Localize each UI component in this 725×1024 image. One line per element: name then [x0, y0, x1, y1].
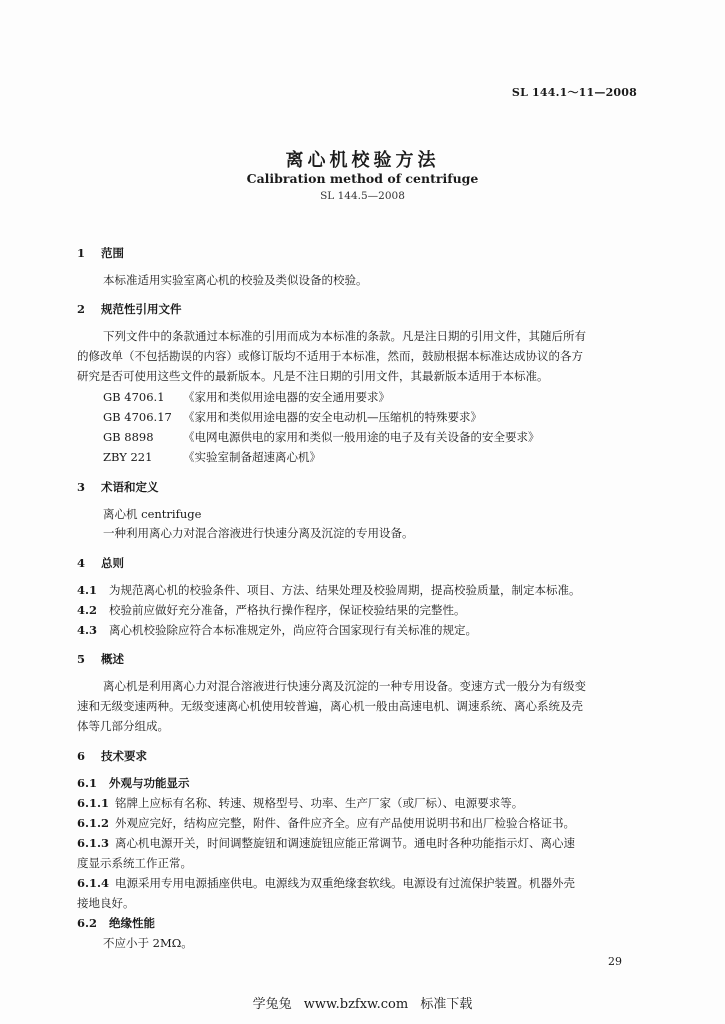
paragraph-line: 的修改单（不包括勘误的内容）或修订版均不适用于本标准，然而，鼓励根据本标准达成协议的各方 — [77, 349, 583, 363]
reference-item — [103, 409, 482, 425]
section-number: 1 — [77, 246, 86, 260]
section-number: 5 — [77, 652, 86, 666]
clause-number: 6.1.2 — [77, 816, 110, 830]
clause-continuation: 度显示系统工作正常。 — [77, 856, 192, 870]
subsection-6-1-heading — [77, 775, 190, 791]
section-2-heading — [77, 301, 182, 317]
reference-code: GB 8898 — [103, 430, 154, 444]
footer-watermark-text: 学兔兔 www.bzfxw.com 标准下载 — [252, 997, 473, 1012]
section-1-heading — [77, 245, 124, 261]
clause-number: 6.1.3 — [77, 836, 110, 850]
reference-item — [103, 429, 540, 445]
document-title-en: Calibration method of centrifuge — [246, 171, 479, 186]
paragraph-line: 下列文件中的条款通过本标准的引用而成为本标准的条款。凡是注日期的引用文件，其随后所有 — [103, 329, 586, 343]
section-number: 6 — [77, 749, 86, 763]
section-1-body: 本标准适用实验室离心机的校验及类似设备的校验。 — [103, 273, 368, 287]
clause-text: 校验前应做好充分准备，严格执行操作程序，保证校验结果的完整性。 — [109, 603, 466, 617]
paragraph-line: 离心机是利用离心力对混合溶液进行快速分离及沉淀的一种专用设备。变速方式一般分为有级变 — [103, 679, 586, 693]
clause-number: 4.3 — [77, 623, 98, 637]
reference-title: 《电网电源供电的家用和类似一般用途的电子及有关设备的安全要求》 — [183, 430, 540, 444]
paragraph-line: 体等几部分组成。 — [77, 719, 169, 733]
clause-text: 外观应完好，结构应完整，附件、备件应齐全。应有产品使用说明书和出厂检验合格证书。 — [115, 816, 575, 830]
clause-continuation: 接地良好。 — [77, 896, 135, 910]
section-title: 规范性引用文件 — [101, 302, 182, 316]
paragraph-line: 速和无级变速两种。无级变速离心机使用较普遍，离心机一般由高速电机、调速系统、离心系统及壳 — [77, 699, 583, 713]
clause-number: 6.1.4 — [77, 876, 110, 890]
term-entry: 离心机 centrifuge — [103, 507, 202, 521]
standard-number: SL 144.5—2008 — [320, 190, 405, 202]
page-number: 29 — [608, 955, 622, 968]
clause-title: 外观与功能显示 — [109, 776, 190, 790]
clause-title: 绝缘性能 — [109, 916, 155, 930]
document-title-zh: 离心机校验方法 — [285, 150, 440, 171]
clause-text: 为规范离心机的校验条件、项目、方法、结果处理及校验周期，提高校验质量，制定本标准。 — [109, 583, 581, 597]
clause-text: 电源采用专用电源插座供电。电源线为双重绝缘套软线。电源设有过流保护装置。机器外壳 — [115, 876, 575, 890]
section-title: 范围 — [101, 246, 124, 260]
clause-6-1-3 — [77, 835, 575, 851]
clause-text: 离心机校验除应符合本标准规定外，尚应符合国家现行有关标准的规定。 — [109, 623, 477, 637]
clause-4-1 — [77, 582, 581, 598]
reference-code: GB 4706.1 — [103, 390, 165, 404]
section-5-heading — [77, 651, 124, 667]
clause-number: 6.1.1 — [77, 796, 110, 810]
section-number: 2 — [77, 302, 86, 316]
section-title: 术语和定义 — [101, 480, 159, 494]
subsection-6-2-heading — [77, 915, 155, 931]
clause-6-1-1 — [77, 795, 523, 811]
clause-number: 6.2 — [77, 916, 98, 930]
section-title: 概述 — [101, 652, 124, 666]
clause-text: 离心机电源开关，时间调整旋钮和调速旋钮应能正常调节。通电时各种功能指示灯、离心速 — [115, 836, 575, 850]
reference-code: GB 4706.17 — [103, 410, 172, 424]
section-title: 技术要求 — [101, 749, 147, 763]
reference-item — [103, 389, 390, 405]
clause-text: 铭牌上应标有名称、转速、规格型号、功率、生产厂家（或厂标）、电源要求等。 — [115, 796, 524, 810]
section-3-heading — [77, 479, 159, 495]
clause-4-3 — [77, 622, 477, 638]
clause-6-1-2 — [77, 815, 575, 831]
clause-number: 4.2 — [77, 603, 98, 617]
reference-code: ZBY 221 — [103, 450, 153, 464]
reference-title: 《实验室制备超速离心机》 — [183, 450, 321, 464]
clause-number: 6.1 — [77, 776, 98, 790]
section-4-heading — [77, 555, 124, 571]
section-number: 4 — [77, 556, 86, 570]
clause-4-2 — [77, 602, 466, 618]
clause-6-1-4 — [77, 875, 575, 891]
standard-code-header: SL 144.1～11—2008 — [511, 86, 637, 99]
paragraph-line: 研究是否可使用这些文件的最新版本。凡是不注日期的引用文件，其最新版本适用于本标准。 — [77, 369, 549, 383]
section-6-heading — [77, 748, 147, 764]
term-definition: 一种利用离心力对混合溶液进行快速分离及沉淀的专用设备。 — [103, 526, 414, 540]
section-title: 总则 — [101, 556, 124, 570]
section-number: 3 — [77, 480, 86, 494]
clause-number: 4.1 — [77, 583, 98, 597]
clause-text: 不应小于 2MΩ。 — [103, 936, 193, 950]
reference-title: 《家用和类似用途电器的安全电动机—压缩机的特殊要求》 — [183, 410, 482, 424]
reference-title: 《家用和类似用途电器的安全通用要求》 — [183, 390, 390, 404]
reference-item — [103, 449, 321, 465]
